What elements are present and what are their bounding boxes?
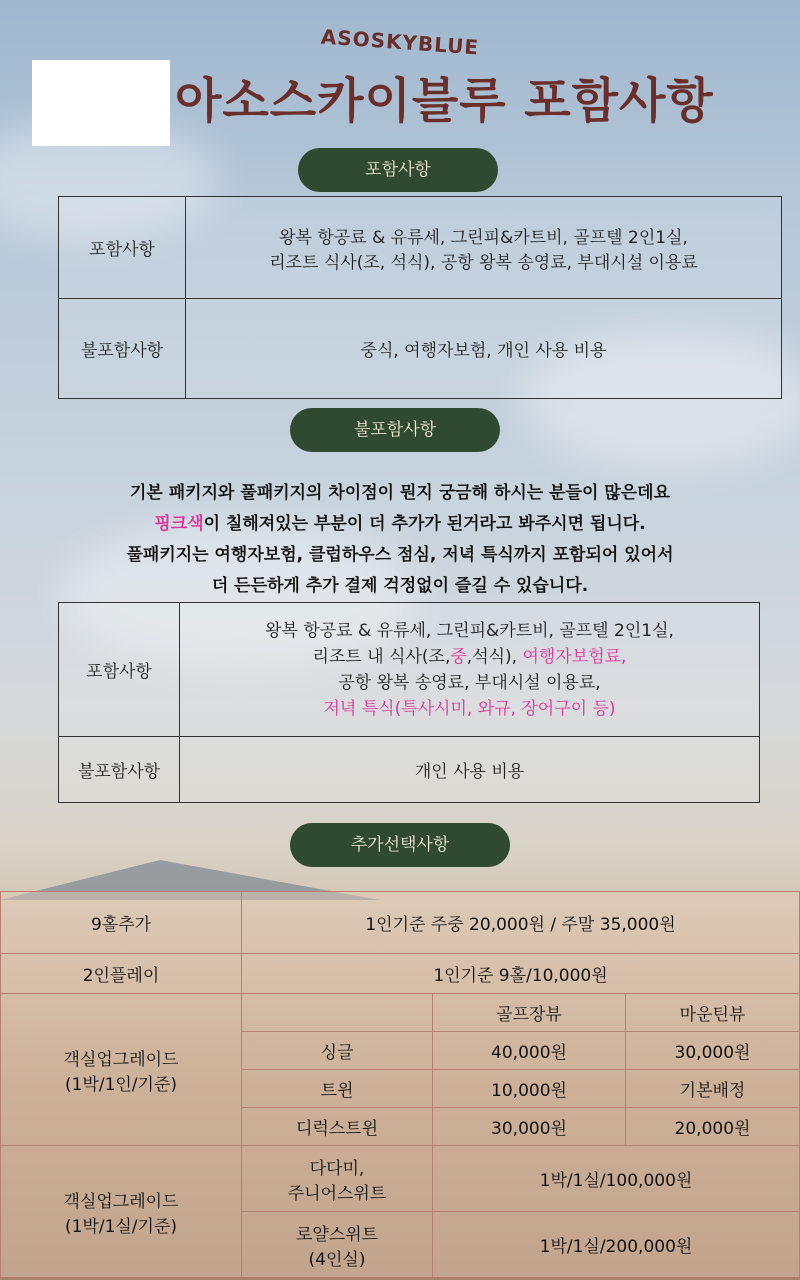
included-line: 왕복 항공료 & 유류세, 그린피&카트비, 골프텔 2인1실, bbox=[279, 227, 688, 248]
full-included-value bbox=[180, 603, 760, 737]
option-value: 1인기준 주중 20,000원 / 주말 35,000원 bbox=[242, 892, 800, 954]
room-type-line: 다다미, bbox=[309, 1158, 365, 1179]
text-part: ,석식), bbox=[466, 646, 518, 667]
price-cell: 30,000원 bbox=[433, 1108, 626, 1146]
section-ribbon-optional: 추가선택사항 bbox=[290, 823, 510, 867]
notice-line: 기본 패키지와 풀패키지의 차이점이 뭔지 궁금해 하시는 분들이 많은데요 bbox=[129, 483, 670, 503]
excluded-label: 불포함사항 bbox=[59, 299, 186, 399]
option-label bbox=[1, 994, 242, 1146]
price-cell: 기본배정 bbox=[626, 1070, 800, 1108]
price-cell: 30,000원 bbox=[626, 1032, 800, 1070]
option-label-line: (1박/1실/기준) bbox=[64, 1216, 178, 1237]
section-ribbon-excluded: 불포함사항 bbox=[290, 408, 500, 452]
notice-line bbox=[20, 509, 780, 540]
room-type: 트윈 bbox=[242, 1070, 433, 1108]
column-header: 골프장뷰 bbox=[433, 994, 626, 1032]
option-label-line: 객실업그레이드 bbox=[63, 1191, 179, 1212]
room-type bbox=[242, 1212, 433, 1278]
optional-table bbox=[0, 891, 800, 1278]
option-label bbox=[1, 1146, 242, 1278]
price-cell: 40,000원 bbox=[433, 1032, 626, 1070]
pink-highlight: 여행자보험료, bbox=[522, 646, 627, 667]
package-notice bbox=[20, 478, 780, 602]
pink-highlight: 중 bbox=[450, 646, 467, 667]
logo-placeholder bbox=[32, 60, 170, 146]
full-included-line bbox=[181, 644, 758, 670]
option-value: 1인기준 9홀/10,000원 bbox=[242, 954, 800, 994]
option-label-line: (1박/1인/기준) bbox=[64, 1074, 178, 1095]
option-label: 9홀추가 bbox=[1, 892, 242, 954]
room-type-line: 로얄스위트 bbox=[295, 1224, 379, 1245]
option-label-line: 객실업그레이드 bbox=[63, 1049, 179, 1070]
header-empty-cell bbox=[242, 994, 433, 1032]
notice-line: 풀패키지는 여행자보험, 클럽하우스 점심, 저녁 특식까지 포함되어 있어서 bbox=[126, 545, 674, 565]
basic-package-table bbox=[58, 196, 782, 399]
room-type-line: (4인실) bbox=[308, 1249, 366, 1270]
option-label: 2인플레이 bbox=[1, 954, 242, 994]
room-type: 디럭스트윈 bbox=[242, 1108, 433, 1146]
included-label: 포함사항 bbox=[59, 197, 186, 299]
full-included-line-pink: 저녁 특식(특사시미, 와규, 장어구이 등) bbox=[323, 698, 616, 719]
notice-line: 더 든든하게 추가 결제 걱정없이 즐길 수 있습니다. bbox=[211, 576, 589, 596]
price-cell: 1박/1실/100,000원 bbox=[433, 1146, 800, 1212]
included-value bbox=[186, 197, 782, 299]
price-cell: 1박/1실/200,000원 bbox=[433, 1212, 800, 1278]
included-line: 리조트 식사(조, 석식), 공항 왕복 송영료, 부대시설 이용료 bbox=[269, 252, 698, 273]
text-part: 리조트 내 식사(조, bbox=[312, 646, 451, 667]
notice-text: 이 칠해져있는 부분이 더 추가가 된거라고 봐주시면 됩니다. bbox=[203, 514, 646, 534]
pink-highlight: 핑크색 bbox=[154, 514, 204, 534]
section-ribbon-included: 포함사항 bbox=[298, 148, 498, 192]
room-type bbox=[242, 1146, 433, 1212]
page-title: 아소스카이블루 포함사항 bbox=[175, 73, 714, 129]
full-included-line: 공항 왕복 송영료, 부대시설 이용료, bbox=[338, 672, 601, 693]
price-cell: 20,000원 bbox=[626, 1108, 800, 1146]
full-excluded-label: 불포함사항 bbox=[59, 737, 180, 803]
full-package-table bbox=[58, 602, 760, 803]
room-type-line: 주니어스위트 bbox=[287, 1183, 387, 1204]
price-cell: 10,000원 bbox=[433, 1070, 626, 1108]
full-included-line: 왕복 항공료 & 유류세, 그린피&카트비, 골프텔 2인1실, bbox=[265, 620, 674, 641]
column-header: 마운틴뷰 bbox=[626, 994, 800, 1032]
excluded-value: 중식, 여행자보험, 개인 사용 비용 bbox=[186, 299, 782, 399]
room-type: 싱글 bbox=[242, 1032, 433, 1070]
full-excluded-value: 개인 사용 비용 bbox=[180, 737, 760, 803]
brand-name: ASOSKYBLUE bbox=[320, 24, 480, 60]
full-included-label: 포함사항 bbox=[59, 603, 180, 737]
